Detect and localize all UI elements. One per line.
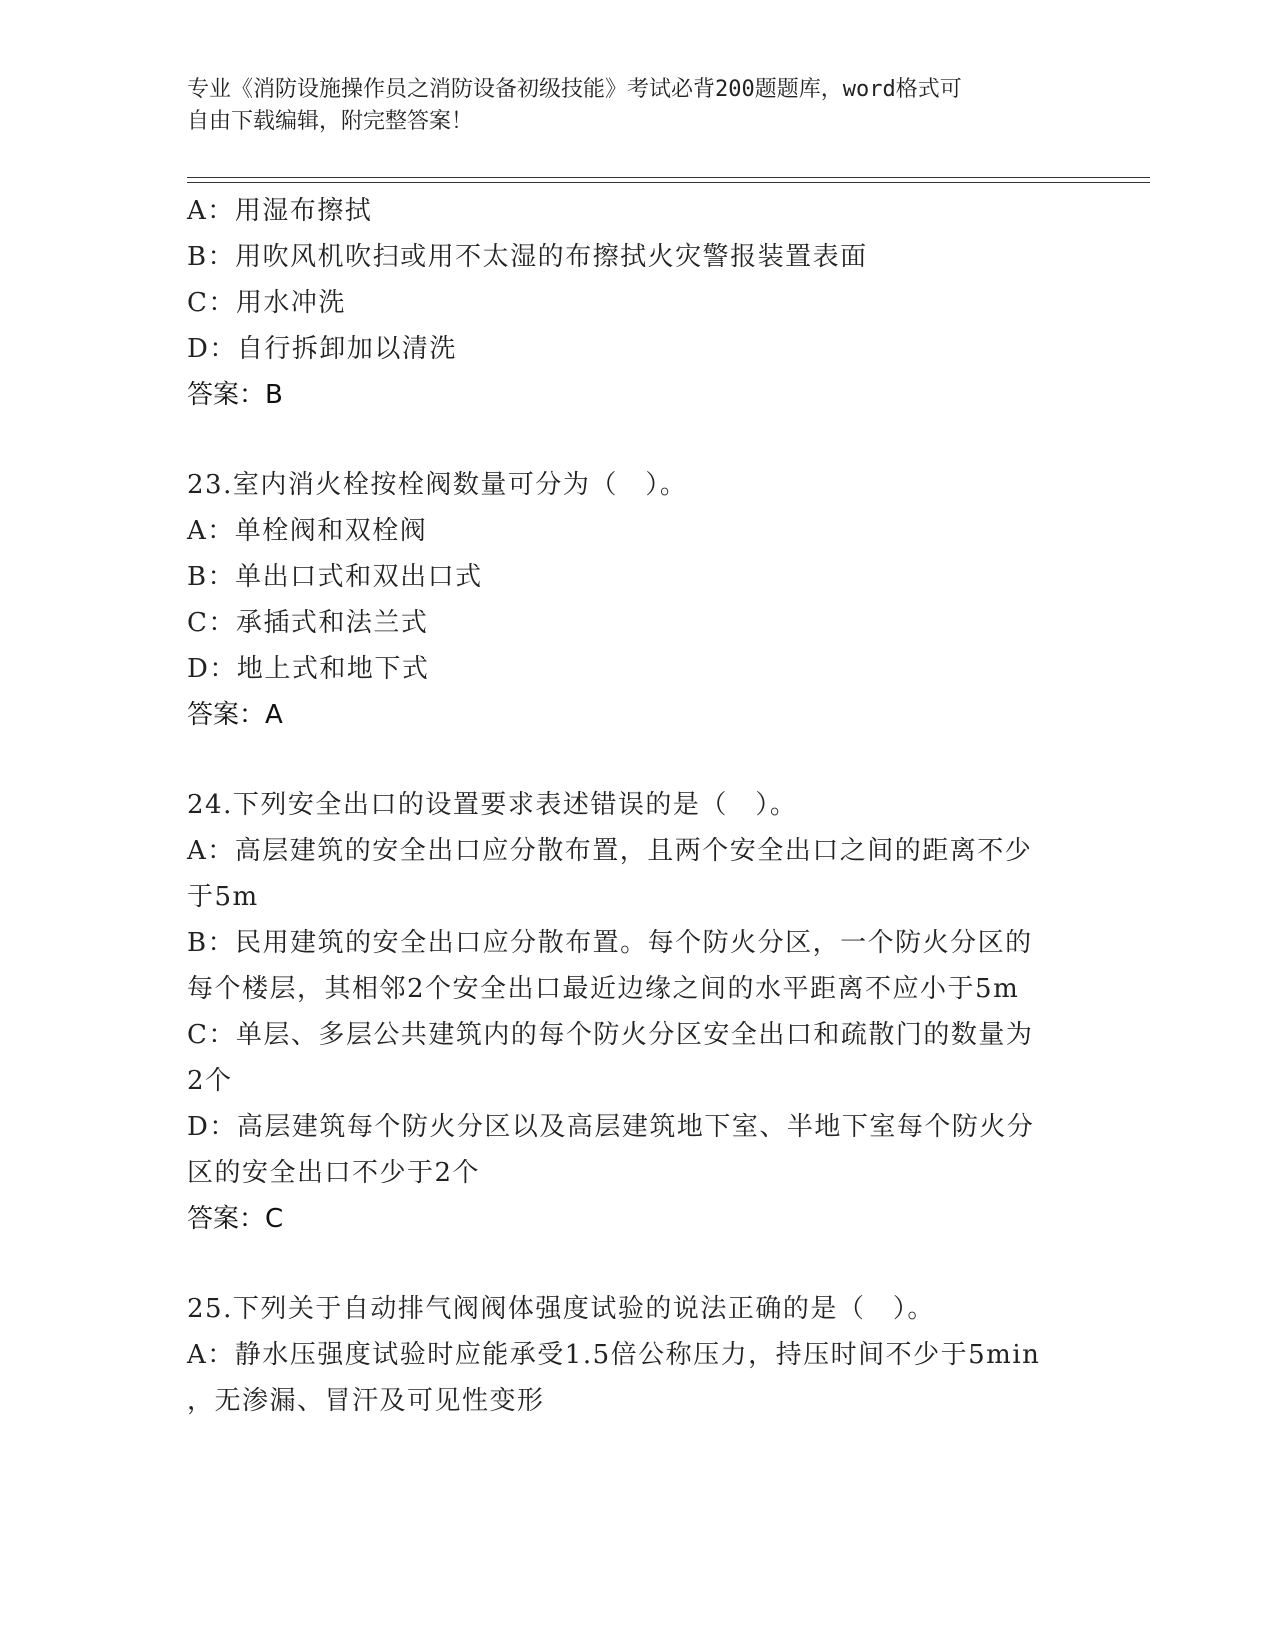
option-c-line-2: 2个 [187,1066,233,1096]
option-a: A：用湿布擦拭 [187,196,373,226]
header-line-1: 专业《消防设施操作员之消防设备初级技能》考试必背200题题库，word格式可 [187,77,962,102]
option-d: D：自行拆卸加以清洗 [187,334,457,364]
header-divider-top [187,177,1150,178]
option-b: B：用吹风机吹扫或用不太湿的布擦拭火灾警报装置表面 [187,242,868,272]
option-b-line-2: 每个楼层，其相邻2个安全出口最近边缘之间的水平距离不应小于5m [187,974,1020,1004]
option-a-line-1: A：高层建筑的安全出口应分散布置，且两个安全出口之间的距离不少 [187,836,1033,866]
question-text: 25.下列关于自动排气阀阀体强度试验的说法正确的是（ ）。 [187,1294,935,1324]
option-d-line-1: D：高层建筑每个防火分区以及高层建筑地下室、半地下室每个防火分 [187,1112,1035,1142]
question-24-block [187,782,1087,1242]
question-text: 24.下列安全出口的设置要求表述错误的是（ ）。 [187,790,798,820]
option-a: A：单栓阀和双栓阀 [187,516,428,546]
question-23-block [187,462,1087,738]
option-c-line-1: C：单层、多层公共建筑内的每个防火分区安全出口和疏散门的数量为 [187,1020,1034,1050]
document-header [187,74,1067,138]
option-b: B：单出口式和双出口式 [187,562,483,592]
spacer [187,418,1087,462]
option-a-line-1: A：静水压强度试验时应能承受1.5倍公称压力，持压时间不少于5min [187,1340,1041,1370]
option-a-line-2: ，无渗漏、冒汗及可见性变形 [187,1386,545,1416]
option-a-line-2: 于5m [187,882,259,912]
header-line-2: 自由下载编辑，附完整答案！ [187,109,474,134]
option-c: C：用水冲洗 [187,288,346,318]
question-22-block [187,188,1087,418]
question-25-block [187,1286,1087,1424]
question-text: 23.室内消火栓按栓阀数量可分为（ ）。 [187,470,688,500]
answer-line: 答案：C [187,1204,284,1234]
option-d-line-2: 区的安全出口不少于2个 [187,1158,481,1188]
spacer [187,738,1087,782]
answer-line: 答案：A [187,700,283,730]
spacer [187,1242,1087,1286]
option-c: C：承插式和法兰式 [187,608,429,638]
header-divider-bottom [187,182,1150,183]
document-body [187,188,1087,1424]
option-d: D：地上式和地下式 [187,654,430,684]
option-b-line-1: B：民用建筑的安全出口应分散布置。每个防火分区，一个防火分区的 [187,928,1033,958]
answer-line: 答案：B [187,380,283,410]
